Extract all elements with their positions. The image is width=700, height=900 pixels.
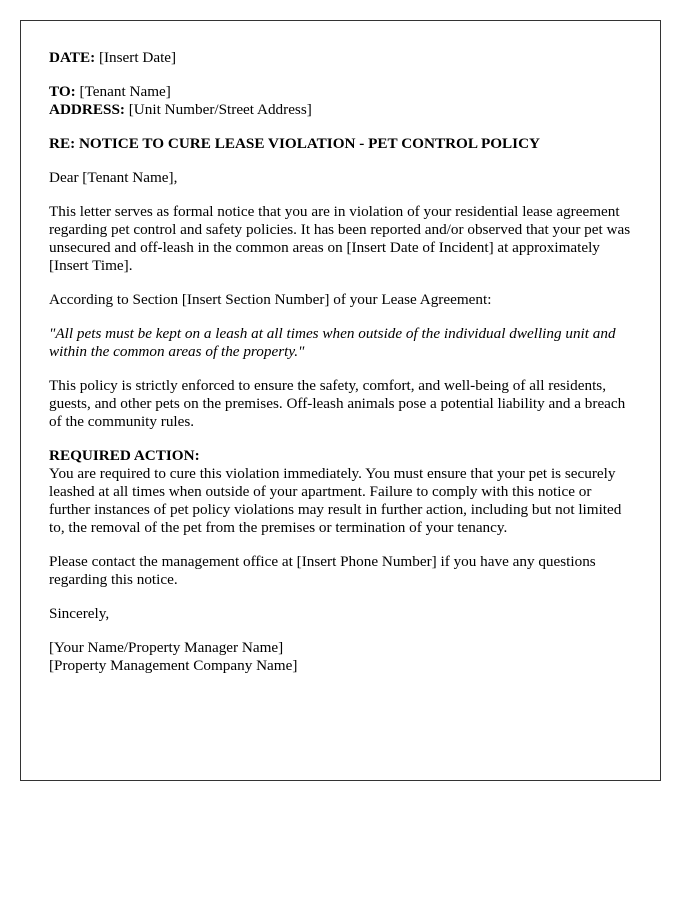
- required-action-block: [49, 447, 632, 537]
- signature-name: [Your Name/Property Manager Name]: [49, 639, 284, 656]
- closing: Sincerely,: [49, 605, 110, 622]
- required-action-text: You are required to cure this violation immediately. You must ensure that your pet is securely leashed at all times when outside of your apartment. Failure to comply with this notice or further instances of pet policy violations may result in further action, including but not limited to, the removal of the pet from the premises or termination of your tenancy.: [49, 465, 622, 536]
- salutation: Dear [Tenant Name],: [49, 169, 178, 186]
- paragraph-section-reference: According to Section [Insert Section Number] of your Lease Agreement:: [49, 291, 492, 308]
- recipient-block: [49, 83, 632, 119]
- date-value: [Insert Date]: [98, 49, 177, 66]
- to-line: [49, 83, 632, 101]
- paragraph-contact: Please contact the management office at [Insert Phone Number] if you have any questions regarding this notice.: [49, 553, 596, 588]
- subject-line: RE: NOTICE TO CURE LEASE VIOLATION - PET CONTROL POLICY: [49, 135, 541, 152]
- paragraph-policy: This policy is strictly enforced to ensure the safety, comfort, and well-being of all residents, guests, and other pets on the premises. Off-leash animals pose a potential liability and a breach of the community rules.: [49, 377, 626, 430]
- address-value: [Unit Number/Street Address]: [128, 101, 312, 118]
- lease-quote: "All pets must be kept on a leash at all times when outside of the individual dwelling unit and within the common areas of the property.": [49, 325, 616, 360]
- address-line: [49, 101, 632, 119]
- date-label: DATE:: [49, 49, 96, 66]
- required-action-heading: REQUIRED ACTION:: [49, 447, 200, 464]
- letter-document: [20, 20, 661, 781]
- paragraph-notice: This letter serves as formal notice that you are in violation of your residential lease agreement regarding pet control and safety policies. It has been reported and/or observed that your pet was unsecured and off-leash in the common areas on [Insert Date of Incident] at approximately [Insert Time].: [49, 203, 631, 274]
- signature-block: [49, 639, 632, 675]
- address-label: ADDRESS:: [49, 101, 125, 118]
- to-value: [Tenant Name]: [79, 83, 171, 100]
- to-label: TO:: [49, 83, 76, 100]
- date-line: [49, 49, 632, 67]
- signature-company: [Property Management Company Name]: [49, 657, 298, 674]
